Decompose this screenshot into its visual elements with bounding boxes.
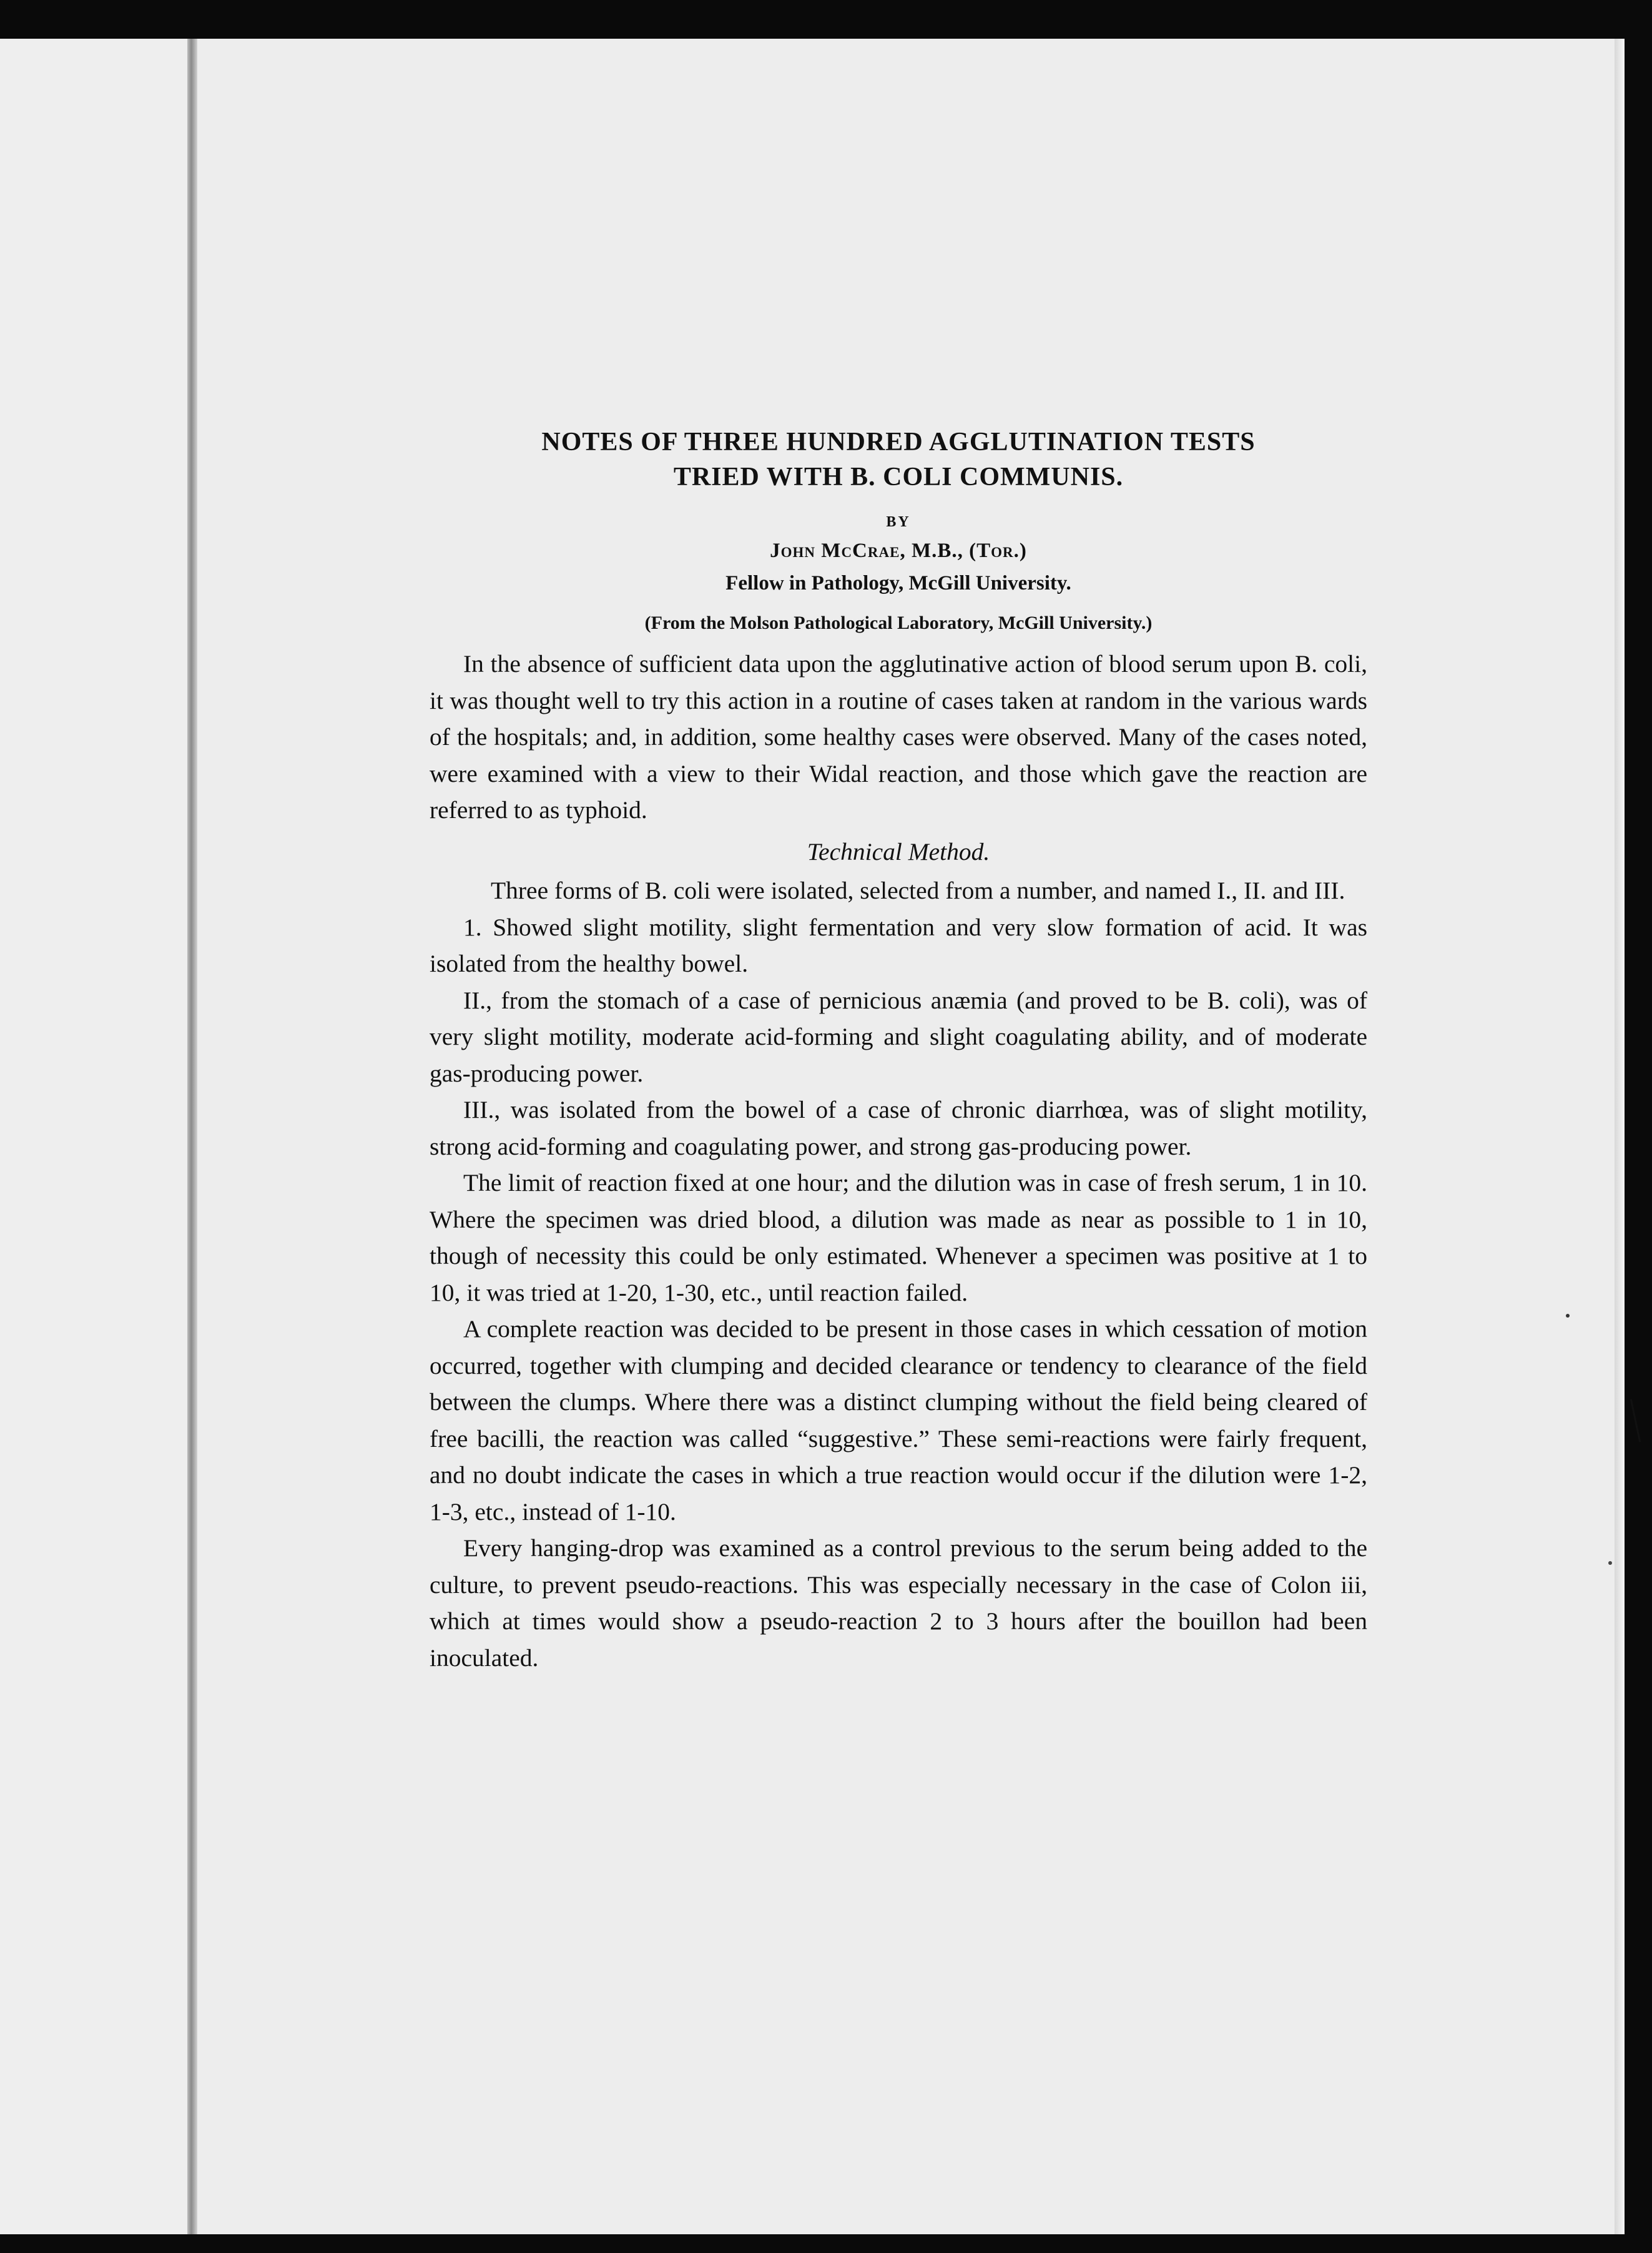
paragraph: The limit of reaction fixed at one hour; and the dilution was in case of fresh serum, 1 in 10. Where the specimen was dried blood, a dilution was made as near as possible to 1 in 10, though of necessity this could be only estimated. Whenever a specimen was positive at 1 to 10, it was tried at 1-20, 1-30, etc., until reaction failed.: [430, 1169, 1367, 1306]
paragraph: III., was isolated from the bowel of a case of chronic diarrhœa, was of slight motility, strong acid-forming and coagulating power, and strong gas-producing power.: [430, 1096, 1367, 1160]
scan-artifact-dot: [1608, 1561, 1612, 1565]
laboratory-source: (From the Molson Pathological Laboratory, McGill University.): [644, 613, 1153, 633]
author-name: John McCrae, M.B., (Tor.): [770, 540, 1027, 562]
section-heading: Technical Method.: [807, 837, 990, 865]
scan-border-right: [1625, 0, 1652, 2253]
title-line-2: TRIED WITH B. COLI COMMUNIS.: [673, 463, 1124, 491]
article: [430, 425, 1367, 1676]
facing-page: [0, 39, 187, 2234]
paragraph: II., from the stomach of a case of pernicious anæmia (and proved to be B. coli), was of very slight motility, moderate acid-forming and slight coagulating ability, and of moderate gas-producing power.: [430, 986, 1367, 1087]
title-line-1: NOTES OF THREE HUNDRED AGGLUTINATION TESTS: [541, 428, 1256, 456]
scan-border-top: [0, 0, 1652, 39]
byline-label: BY: [886, 514, 911, 530]
intro-paragraph: In the absence of sufficient data upon the agglutinative action of blood serum upon B. coli, it was thought well to try this action in a routine of cases taken at random in the various wards of the hospitals; and, in addition, some healthy cases were observed. Many of the cases noted, were examined with a view to their Widal reaction, and those which gave the reaction are referred to as typhoid.: [430, 650, 1367, 824]
author-position: Fellow in Pathology, McGill University.: [725, 572, 1071, 594]
paragraph: 1. Showed slight motility, slight fermentation and very slow formation of acid. It was isolated from the healthy bowel.: [430, 913, 1367, 977]
page-edge: [1615, 39, 1625, 2234]
scan-artifact-dot: [1566, 1314, 1570, 1318]
article-title: [430, 425, 1367, 495]
paragraph: Three forms of B. coli were isolated, selected from a number, and named I., II. and III.: [491, 877, 1345, 904]
paragraph: A complete reaction was decided to be present in those cases in which cessation of motion occurred, together with clumping and decided clearance or tendency to clearance of the field between the clumps. Where there was a distinct clumping without the field being cleared of free bacilli, the reaction was called “suggestive.” These semi-reactions were fairly frequent, and no doubt indicate the cases in which a true reaction would occur if the dilution were 1-2, 1-3, etc., instead of 1-10.: [430, 1315, 1367, 1526]
paragraph: Every hanging-drop was examined as a control previous to the serum being added to the culture, to prevent pseudo-reactions. This was especially necessary in the case of Colon iii, which at times would show a pseudo-reaction 2 to 3 hours after the bouillon had been inoculated.: [430, 1534, 1367, 1672]
scan-border-bottom: [0, 2234, 1652, 2253]
book-gutter: [187, 39, 197, 2234]
